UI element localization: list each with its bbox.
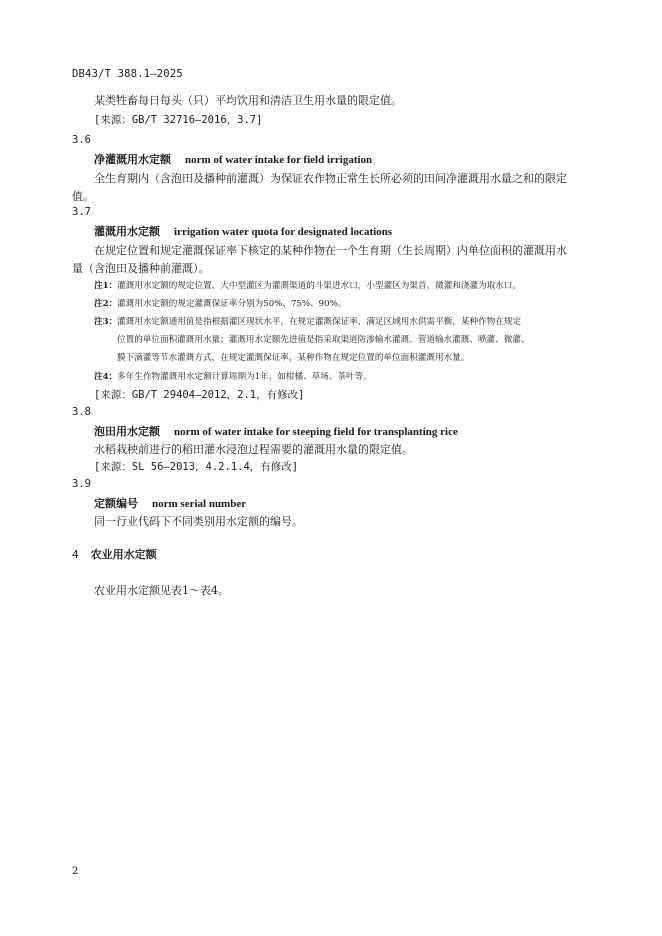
- definition-text: 量（含泡田及播种前灌溉）。: [72, 262, 210, 275]
- term-heading: [94, 223, 392, 239]
- source-reference: [来源：SL 56—2013，4.2.1.4，有修改]: [94, 461, 299, 473]
- source-reference: [来源：GB/T 29404—2012，2.1，有修改]: [94, 389, 305, 401]
- note-label: 注1：: [94, 281, 118, 291]
- definition-text: 同一行业代码下不同类别用水定额的编号。: [94, 515, 303, 528]
- note-3: [94, 315, 521, 327]
- term-heading: [94, 495, 246, 511]
- definition-text: 值。: [72, 190, 94, 203]
- clause-number: 3.7: [72, 206, 91, 218]
- note-text: 灌溉用水定额通用值是指根据灌区现状水平，在规定灌溉保证率，满足区域用水供需平衡，某种作物在规定: [117, 317, 522, 327]
- document-code: DB43/T 388.1—2025: [72, 68, 183, 80]
- source-reference: [来源：GB/T 32716—2016，3.7]: [94, 114, 263, 126]
- definition-text: 全生育期内（含泡田及播种前灌溉）为保证农作物正常生长所必须的田间净灌溉用水量之和的限定: [94, 172, 567, 185]
- note-4: [94, 370, 372, 382]
- page-number: 2: [72, 866, 79, 877]
- clause-number: 3.8: [72, 406, 91, 418]
- note-label: 注4：: [94, 372, 118, 382]
- term-heading: [94, 151, 372, 167]
- note-text: 多年生作物灌溉用水定额计算周期为1年，如柑橘、草场、茶叶等。: [117, 372, 372, 382]
- section-text: 农业用水定额见表1～表4。: [94, 584, 229, 597]
- note-text: 灌溉用水定额的规定位置，大中型灌区为灌溉渠道的斗渠进水口，小型灌区为渠首，微灌和浇灌为取水口。: [117, 281, 522, 291]
- definition-text: 在规定位置和规定灌溉保证率下核定的某种作物在一个生育期（生长周期）内单位面积的灌溉用水: [94, 244, 567, 257]
- section-number: 4: [72, 548, 79, 561]
- note-text: 位置的单位面积灌溉用水量；灌溉用水定额先进值是指采取渠道防渗输水灌溉、管道输水灌溉、喷灌、微灌、: [117, 335, 530, 345]
- note-text: 灌溉用水定额的规定灌溉保证率分别为50%、75%、90%。: [117, 299, 347, 309]
- term-en: norm of water intake for field irrigation: [185, 154, 373, 166]
- note-2: [94, 297, 346, 309]
- clause-number: 3.6: [72, 134, 91, 146]
- term-zh: 泡田用水定额: [94, 425, 160, 438]
- term-en: norm serial number: [152, 498, 247, 510]
- section-title: 农业用水定额: [90, 548, 157, 561]
- term-zh: 净灌溉用水定额: [94, 153, 171, 166]
- definition-text: 某类牲畜每日每头（只）平均饮用和清洁卫生用水量的限定值。: [94, 94, 402, 107]
- note-label: 注3：: [94, 317, 118, 327]
- note-label: 注2：: [94, 299, 118, 309]
- term-heading: [94, 423, 458, 439]
- term-zh: 灌溉用水定额: [94, 225, 160, 238]
- note-1: [94, 279, 521, 291]
- clause-number: 3.9: [72, 478, 91, 490]
- section-heading: [72, 546, 157, 562]
- definition-text: 水稻栽秧前进行的稻田灌水浸泡过程需要的灌溉用水量的限定值。: [94, 443, 413, 456]
- note-text: 膜下滴灌等节水灌溉方式，在规定灌溉保证率，某种作物在规定位置的单位面积灌溉用水量。: [117, 353, 470, 363]
- term-en: norm of water intake for steeping field for transplanting rice: [174, 426, 458, 438]
- term-en: irrigation water quota for designated locations: [174, 226, 393, 238]
- term-zh: 定额编号: [94, 497, 138, 510]
